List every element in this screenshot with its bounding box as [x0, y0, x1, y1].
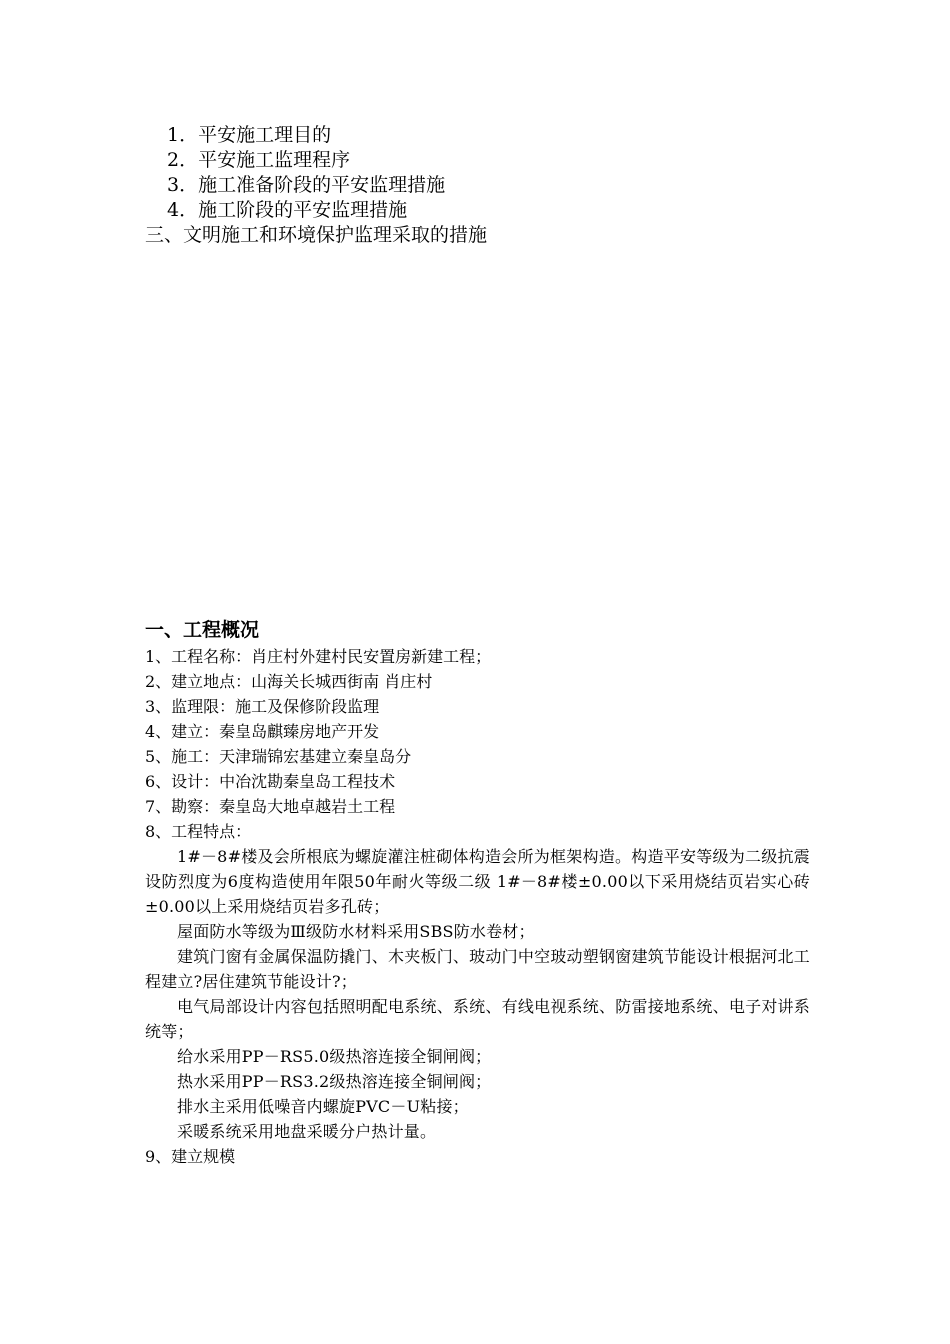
toc-item: 3．施工准备阶段的平安监理措施 — [167, 174, 446, 196]
feature-paragraph: 电气局部设计内容包括照明配电系统、系统、有线电视系统、防雷接地系统、电子对讲系统等； — [145, 997, 810, 1041]
feature-paragraph: 给水采用PP－RS5.0级热溶连接全铜闸阀； — [177, 1047, 492, 1066]
overview-item: 5、施工：天津瑞锦宏基建立秦皇岛分 — [145, 747, 412, 766]
feature-paragraph: 采暖系统采用地盘采暖分户热计量。 — [177, 1122, 437, 1141]
overview-item: 3、监理限：施工及保修阶段监理 — [145, 697, 380, 716]
overview-item: 4、建立：秦皇岛麒臻房地产开发 — [145, 722, 380, 741]
overview-item: 6、设计：中冶沈勘秦皇岛工程技术 — [145, 772, 396, 791]
feature-paragraph: 1#－8#楼及会所根底为螺旋灌注桩砌体构造会所为框架构造。构造平安等级为二级抗震设防烈度为6度构造使用年限50年耐火等级二级 1#－8#楼±0.00以下采用烧结页岩实心砖±0.00以上采用烧结页岩多孔砖； — [145, 847, 810, 916]
toc-item: 1．平安施工理目的 — [167, 124, 332, 146]
table-of-contents — [145, 123, 845, 248]
feature-paragraph: 热水采用PP－RS3.2级热溶连接全铜闸阀； — [177, 1072, 492, 1091]
toc-item: 2．平安施工监理程序 — [167, 149, 351, 171]
toc-item: 4．施工阶段的平安监理措施 — [167, 199, 408, 221]
overview-item: 8、工程特点： — [145, 822, 252, 841]
project-overview-section — [145, 617, 810, 1169]
feature-paragraph: 屋面防水等级为Ⅲ级防水材料采用SBS防水卷材； — [177, 922, 535, 941]
overview-item: 7、勘察：秦皇岛大地卓越岩土工程 — [145, 797, 396, 816]
overview-item: 9、建立规模 — [145, 1147, 236, 1166]
overview-item: 2、建立地点：山海关长城西街南 肖庄村 — [145, 672, 433, 691]
feature-paragraph: 排水主采用低噪音内螺旋PVC－U粘接； — [177, 1097, 469, 1116]
feature-paragraph: 建筑门窗有金属保温防撬门、木夹板门、玻动门中空玻动塑钢窗建筑节能设计根据河北工程建立?居住建筑节能设计?； — [145, 947, 810, 991]
toc-section-three: 三、文明施工和环境保护监理采取的措施 — [145, 224, 488, 246]
overview-item: 1、工程名称：肖庄村外建村民安置房新建工程； — [145, 647, 492, 666]
section-heading: 一、工程概况 — [145, 619, 260, 641]
